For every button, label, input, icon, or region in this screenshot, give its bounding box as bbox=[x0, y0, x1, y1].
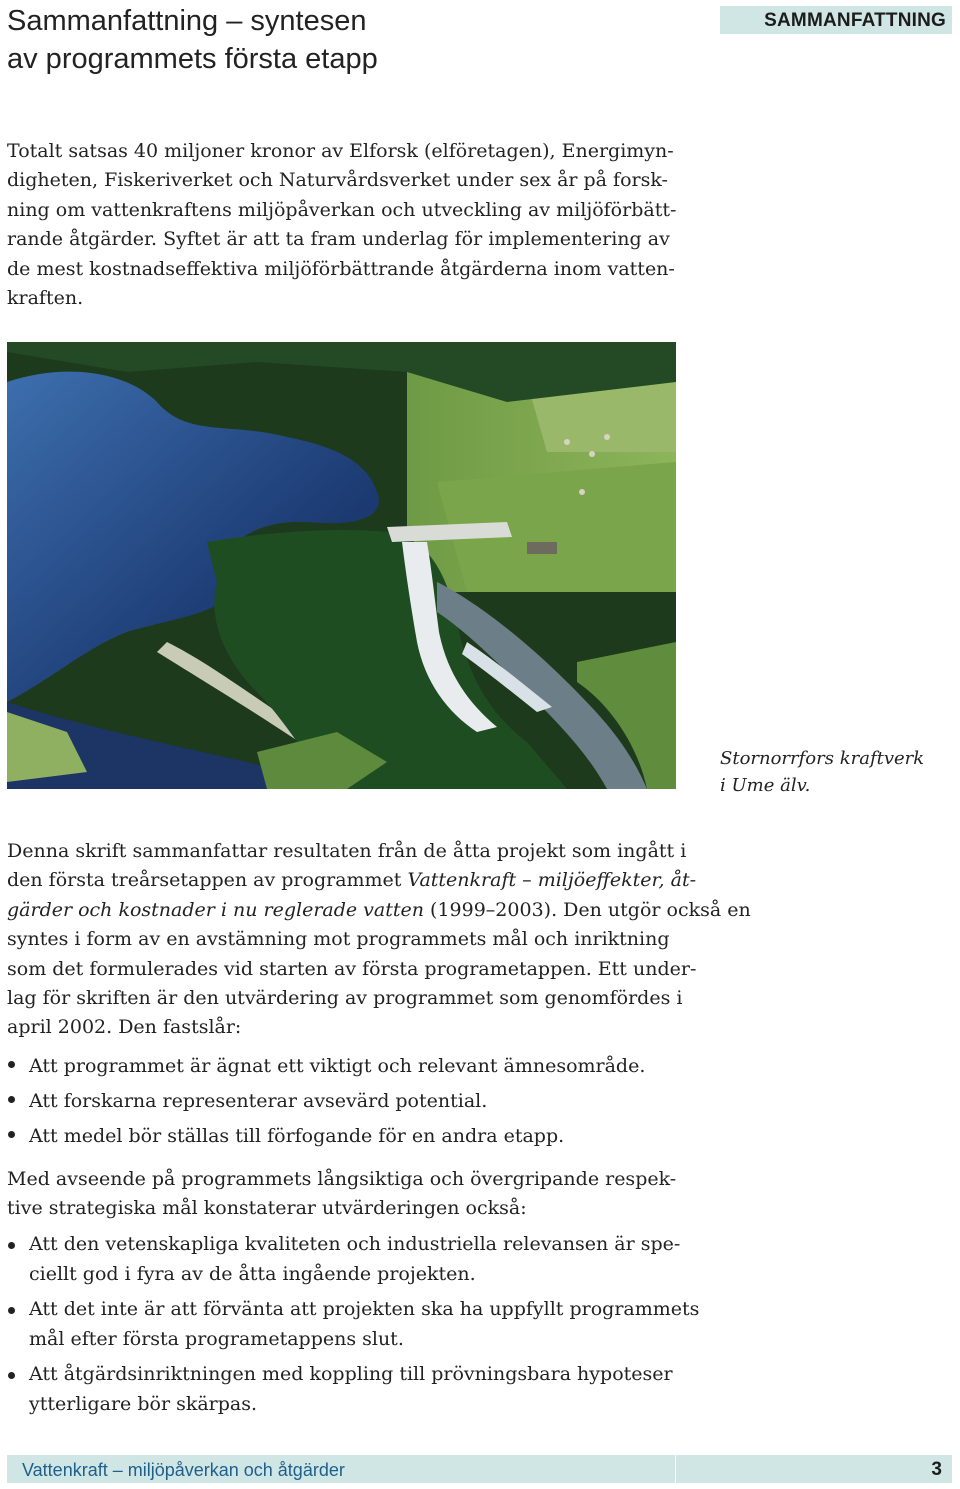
strategic-findings-list bbox=[7, 1230, 699, 1420]
intro-line: ning om vattenkraftens miljöpåverkan och utveckling av miljöförbätt- bbox=[7, 198, 677, 221]
body-text: (1999–2003). Den utgör också en bbox=[424, 898, 751, 921]
list-item-text: Att medel bör ställas till förfogande för en andra etapp. bbox=[29, 1125, 565, 1147]
list-item bbox=[7, 1049, 645, 1084]
evaluation-findings-list bbox=[7, 1049, 645, 1154]
bullet-icon bbox=[8, 1242, 15, 1249]
body-line: Med avseende på programmets långsiktiga och övergripande respek- bbox=[7, 1168, 677, 1190]
strategic-goals-paragraph bbox=[7, 1165, 676, 1224]
page-number-band bbox=[676, 1455, 952, 1483]
program-title-italic: gärder och kostnader i nu reglerade vatten bbox=[7, 898, 424, 921]
list-item bbox=[7, 1295, 699, 1354]
caption-line-2: i Ume älv. bbox=[720, 775, 811, 796]
body-line: tive strategiska mål konstaterar utvärderingen också: bbox=[7, 1197, 527, 1220]
body-text: den första treårsetappen av programmet bbox=[7, 869, 408, 892]
body-line: syntes i form av en avstämning mot programmets mål och inriktning bbox=[7, 928, 670, 951]
list-item-text: Att den vetenskapliga kvaliteten och industriella relevansen är spe- bbox=[29, 1233, 681, 1255]
bullet-icon bbox=[8, 1131, 15, 1138]
list-item-text: Att åtgärdsinriktningen med koppling till prövningsbara hypoteser bbox=[29, 1363, 673, 1386]
bullet-icon bbox=[8, 1061, 15, 1068]
bullet-icon bbox=[8, 1096, 15, 1103]
list-item-text: Att forskarna representerar avsevärd potential. bbox=[29, 1090, 488, 1112]
footer-publication-title: Vattenkraft – miljöpåverkan och åtgärder bbox=[22, 1460, 345, 1480]
body-line: Denna skrift sammanfattar resultaten från de åtta projekt som ingått i bbox=[7, 840, 687, 862]
list-item bbox=[7, 1084, 645, 1119]
caption-line-1: Stornorrfors kraftverk bbox=[720, 748, 925, 769]
intro-line: kraften. bbox=[7, 287, 84, 310]
bullet-icon bbox=[8, 1307, 15, 1314]
photo-caption bbox=[720, 745, 924, 799]
bullet-icon bbox=[8, 1372, 15, 1379]
list-item bbox=[7, 1360, 699, 1419]
list-item-text: Att det inte är att förvänta att projekten ska ha uppfyllt programmets bbox=[29, 1298, 700, 1321]
page-title-line-1: Sammanfattning – syntesen bbox=[7, 5, 367, 37]
aerial-photo-stornorrfors bbox=[7, 342, 676, 789]
intro-paragraph bbox=[7, 137, 676, 313]
body-line: lag för skriften är den utvärdering av programmet som genomfördes i bbox=[7, 987, 683, 1010]
section-label: SAMMANFATTNING bbox=[720, 6, 952, 34]
intro-line: digheten, Fiskeriverket och Naturvårdsverket under sex år på forsk- bbox=[7, 169, 668, 192]
page-title bbox=[7, 2, 378, 78]
list-item-text: ciellt god i fyra av de åtta ingående projekten. bbox=[29, 1262, 476, 1285]
body-line: som det formulerades vid starten av första programetappen. Ett under- bbox=[7, 957, 697, 980]
list-item-text: Att programmet är ägnat ett viktigt och relevant ämnesområde. bbox=[29, 1055, 646, 1077]
list-item bbox=[7, 1119, 645, 1154]
page-number: 3 bbox=[931, 1459, 942, 1480]
list-item-text: mål efter första programetappens slut. bbox=[29, 1327, 404, 1350]
intro-line: Totalt satsas 40 miljoner kronor av Elforsk (elföretagen), Energimyn- bbox=[7, 140, 674, 162]
list-item-text: ytterligare bör skärpas. bbox=[29, 1392, 258, 1415]
body-line bbox=[7, 896, 751, 925]
program-title-italic: Vattenkraft – miljöeffekter, åt- bbox=[407, 869, 697, 892]
intro-line: rande åtgärder. Syftet är att ta fram underlag för implementering av bbox=[7, 228, 670, 251]
body-paragraph bbox=[7, 837, 751, 1043]
list-item bbox=[7, 1230, 699, 1289]
body-line bbox=[7, 866, 751, 895]
page-title-line-2: av programmets första etapp bbox=[7, 43, 378, 75]
body-line: april 2002. Den fastslår: bbox=[7, 1016, 242, 1039]
intro-line: de mest kostnadseffektiva miljöförbättrande åtgärderna inom vatten- bbox=[7, 257, 675, 280]
